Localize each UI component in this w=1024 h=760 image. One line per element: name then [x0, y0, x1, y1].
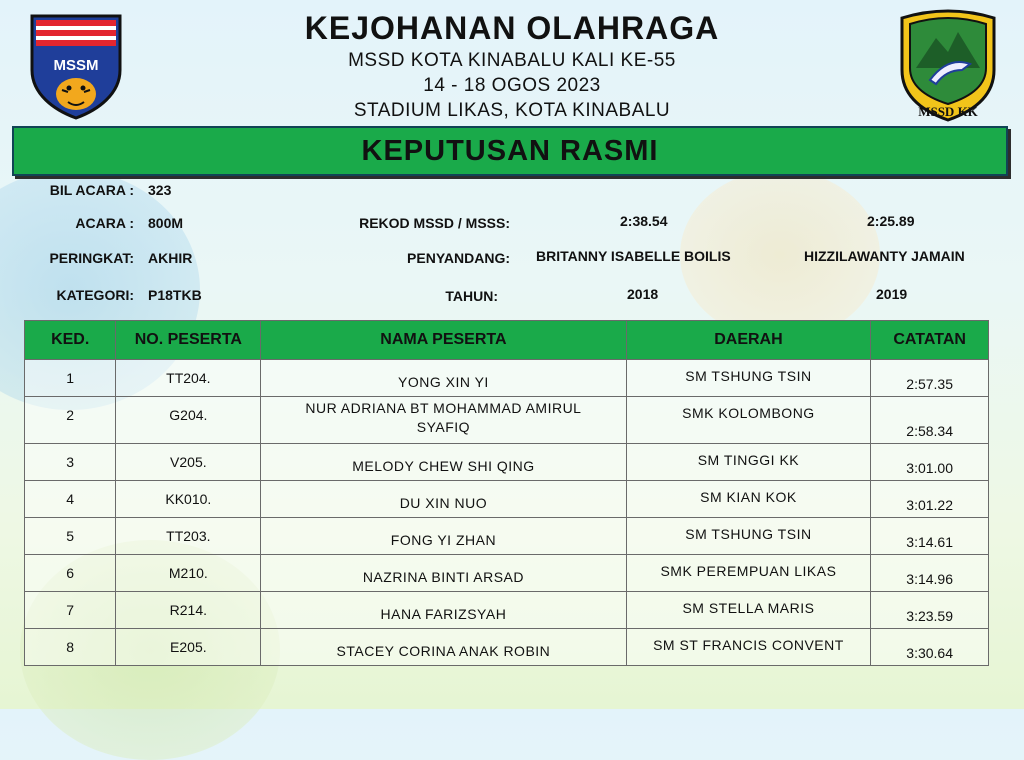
rekod-label: REKOD MSSD / MSSS: [359, 215, 510, 231]
cell-nama [261, 444, 626, 481]
bil-acara-label: BIL ACARA : [49, 182, 134, 198]
event-subtitle: MSSD KOTA KINABALU KALI KE-55 [348, 50, 676, 71]
header-ked: KED. [25, 321, 116, 360]
mssm-logo [28, 12, 124, 120]
results-banner: KEPUTUSAN RASMI [12, 126, 1008, 176]
cell-catatan: 3:01.00 [871, 444, 989, 481]
tahun-label: TAHUN: [445, 288, 498, 304]
table-row [25, 592, 989, 629]
cell-daerah: SM STELLA MARIS [626, 592, 871, 629]
event-dates: 14 - 18 OGOS 2023 [423, 75, 601, 96]
cell-nama [261, 592, 626, 629]
cell-nama-text: STACEY CORINA ANAK ROBIN [336, 643, 551, 659]
header-no-peserta: NO. PESERTA [116, 321, 261, 360]
cell-ked: 2 [25, 397, 116, 444]
header-daerah: DAERAH [626, 321, 871, 360]
cell-daerah: SM TSHUNG TSIN [626, 518, 871, 555]
rekod-msss-value: 2:25.89 [867, 213, 915, 229]
peringkat-label: PERINGKAT: [49, 250, 134, 266]
cell-daerah: SM ST FRANCIS CONVENT [626, 629, 871, 666]
cell-catatan: 3:14.61 [871, 518, 989, 555]
cell-no-peserta: KK010. [116, 481, 261, 518]
cell-nama [261, 360, 626, 397]
cell-catatan: 2:57.35 [871, 360, 989, 397]
mssd-kk-logo-text: MSSD KK [918, 104, 978, 119]
kategori-value: P18TKB [148, 287, 202, 303]
cell-nama [261, 481, 626, 518]
cell-nama-text: NUR ADRIANA BT MOHAMMAD AMIRUL SYAFIQ [305, 400, 582, 435]
cell-catatan: 3:01.22 [871, 481, 989, 518]
table-row [25, 444, 989, 481]
cell-nama [261, 518, 626, 555]
kategori-label: KATEGORI: [56, 287, 134, 303]
cell-nama-text: HANA FARIZSYAH [380, 606, 507, 622]
tahun-mssd-value: 2018 [627, 286, 659, 302]
header-catatan: CATATAN [871, 321, 989, 360]
penyandang-label: PENYANDANG: [407, 250, 510, 266]
cell-nama [261, 555, 626, 592]
mssd-kk-logo [896, 8, 1000, 124]
cell-nama-text: NAZRINA BINTI ARSAD [362, 569, 525, 585]
cell-nama-text: FONG YI ZHAN [390, 532, 497, 548]
cell-nama [261, 629, 626, 666]
cell-no-peserta: M210. [116, 555, 261, 592]
mssm-logo-text: MSSM [53, 57, 99, 74]
table-row [25, 629, 989, 666]
cell-daerah: SM KIAN KOK [626, 481, 871, 518]
cell-daerah: SMK PEREMPUAN LIKAS [626, 555, 871, 592]
cell-daerah: SM TSHUNG TSIN [626, 360, 871, 397]
cell-no-peserta: G204. [116, 397, 261, 444]
cell-ked: 8 [25, 629, 116, 666]
header-nama-peserta: NAMA PESERTA [261, 321, 626, 360]
cell-nama-text: YONG XIN YI [398, 374, 489, 390]
page-title: KEJOHANAN OLAHRAGA [304, 10, 720, 46]
cell-ked: 1 [25, 360, 116, 397]
cell-ked: 6 [25, 555, 116, 592]
penyandang-msss-value: HIZZILAWANTY JAMAIN [804, 248, 965, 264]
table-row [25, 555, 989, 592]
cell-catatan: 3:30.64 [871, 629, 989, 666]
cell-no-peserta: TT204. [116, 360, 261, 397]
cell-ked: 7 [25, 592, 116, 629]
cell-catatan: 3:23.59 [871, 592, 989, 629]
cell-nama-text: MELODY CHEW SHI QING [352, 458, 535, 474]
results-table [24, 320, 989, 666]
acara-label: ACARA : [75, 215, 134, 231]
event-venue: STADIUM LIKAS, KOTA KINABALU [353, 100, 671, 121]
peringkat-value: AKHIR [148, 250, 193, 266]
cell-ked: 4 [25, 481, 116, 518]
cell-ked: 5 [25, 518, 116, 555]
table-row [25, 397, 989, 444]
cell-no-peserta: V205. [116, 444, 261, 481]
bil-acara-value: 323 [148, 182, 172, 198]
cell-no-peserta: E205. [116, 629, 261, 666]
table-row [25, 360, 989, 397]
penyandang-mssd-value: BRITANNY ISABELLE BOILIS [536, 248, 731, 264]
table-row [25, 518, 989, 555]
cell-daerah: SM TINGGI KK [626, 444, 871, 481]
cell-nama [261, 397, 626, 444]
acara-value: 800M [148, 215, 184, 231]
tahun-msss-value: 2019 [876, 286, 908, 302]
cell-catatan: 2:58.34 [871, 397, 989, 444]
cell-daerah: SMK KOLOMBONG [626, 397, 871, 444]
cell-nama-text: DU XIN NUO [399, 495, 488, 511]
cell-ked: 3 [25, 444, 116, 481]
cell-no-peserta: TT203. [116, 518, 261, 555]
table-header-row [25, 321, 989, 360]
rekod-mssd-value: 2:38.54 [620, 213, 668, 229]
cell-no-peserta: R214. [116, 592, 261, 629]
cell-catatan: 3:14.96 [871, 555, 989, 592]
table-row [25, 481, 989, 518]
